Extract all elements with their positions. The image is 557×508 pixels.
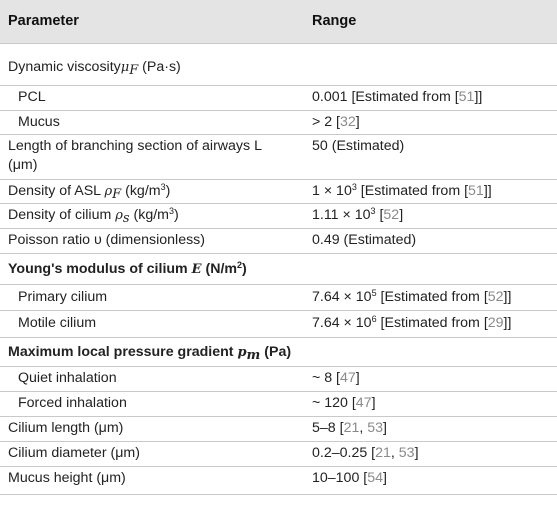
param-cell: Mucus height (μm)	[8, 470, 126, 486]
range-cell	[312, 469, 387, 488]
symbol: ρ	[115, 208, 123, 223]
header-range: Range	[312, 13, 357, 29]
range-text: ,	[390, 445, 399, 461]
range-cell	[312, 314, 511, 333]
range-text: 7.64 × 10	[312, 289, 372, 305]
reference-link[interactable]: 21	[343, 420, 360, 436]
param-text: Young's modulus of cilium	[8, 261, 192, 277]
row-rule	[0, 337, 557, 338]
param-text: )	[174, 207, 179, 223]
range-text: ]	[383, 420, 387, 436]
row-rule	[0, 203, 557, 204]
range-text: 0.001 [Estimated from [	[312, 89, 459, 105]
param-text: (Pa)	[260, 344, 292, 360]
row-rule	[0, 366, 557, 367]
range-text: 1 × 10	[312, 183, 352, 199]
superscript: 3	[160, 182, 166, 192]
param-text: Dynamic viscosity	[8, 59, 121, 75]
param-text: Density of cilium	[8, 207, 116, 223]
row-rule	[0, 466, 557, 467]
superscript: 3	[370, 206, 376, 216]
param-cell: Poisson ratio υ (dimensionless)	[8, 232, 206, 248]
param-cell: Motile cilium	[18, 315, 97, 331]
row-rule	[0, 310, 557, 311]
range-text: ]]	[503, 315, 512, 331]
range-text: ]	[383, 470, 387, 486]
param-text: (kg/m	[129, 207, 169, 223]
subscript: s	[122, 211, 130, 226]
param-cell: Mucus	[18, 114, 60, 130]
symbol: ρ	[104, 184, 113, 199]
row-rule	[0, 85, 557, 86]
range-cell: 50 (Estimated)	[312, 138, 405, 154]
param-cell	[8, 182, 278, 201]
range-cell	[312, 369, 360, 388]
reference-link[interactable]: 47	[355, 395, 372, 411]
superscript: 6	[371, 314, 377, 324]
range-text: 1.11 × 10	[312, 207, 371, 223]
range-text: 5–8 [	[312, 420, 344, 436]
param-text: Density of ASL	[8, 183, 105, 199]
reference-link[interactable]: 51	[468, 183, 484, 199]
reference-link[interactable]: 51	[458, 89, 475, 105]
range-text: ,	[359, 420, 368, 436]
range-text: [	[375, 207, 384, 223]
range-cell	[312, 206, 403, 225]
row-rule	[0, 441, 557, 442]
reference-link[interactable]: 21	[375, 445, 391, 461]
param-text: )	[165, 183, 171, 199]
range-text: ~ 120 [	[312, 395, 356, 411]
row-rule	[0, 494, 557, 495]
param-cell	[8, 58, 278, 77]
symbol: E	[191, 262, 202, 277]
subscript: F	[112, 187, 122, 202]
param-cell: Length of branching section of airways L (μm)	[8, 138, 262, 173]
range-text: [Estimated from [	[356, 183, 469, 199]
range-text: 10–100 [	[312, 470, 368, 486]
subscript: m	[246, 348, 261, 363]
row-rule	[0, 134, 557, 135]
param-cell: Cilium diameter (μm)	[8, 445, 140, 461]
param-text: (kg/m	[121, 183, 161, 199]
range-cell	[312, 394, 376, 413]
subscript: F	[129, 63, 139, 78]
param-cell	[8, 343, 528, 362]
row-rule	[0, 179, 557, 180]
reference-link[interactable]: 52	[383, 207, 400, 223]
param-text: )	[242, 261, 247, 277]
param-cell: Forced inhalation	[18, 395, 127, 411]
param-cell: Primary cilium	[18, 289, 108, 305]
param-cell: Cilium length (μm)	[8, 420, 124, 436]
reference-link[interactable]: 54	[367, 470, 384, 486]
superscript: 2	[237, 260, 243, 270]
reference-link[interactable]: 32	[340, 114, 356, 130]
range-text: ]	[399, 207, 404, 223]
range-text: ]	[371, 395, 376, 411]
range-cell	[312, 113, 360, 132]
range-text: ]	[414, 445, 419, 461]
range-text: ]	[355, 114, 360, 130]
reference-link[interactable]: 29	[487, 315, 504, 331]
row-rule	[0, 110, 557, 111]
range-text: > 2 [	[312, 114, 341, 130]
range-text: ]]	[483, 183, 492, 199]
range-text: ~ 8 [	[312, 370, 341, 386]
row-rule	[0, 253, 557, 254]
row-rule	[0, 284, 557, 285]
row-rule	[0, 391, 557, 392]
param-cell: PCL	[18, 89, 46, 105]
symbol: p	[237, 345, 247, 360]
param-text: (N/m	[201, 261, 237, 277]
superscript: 5	[371, 288, 377, 298]
range-cell	[312, 288, 511, 307]
range-text: 7.64 × 10	[312, 315, 372, 331]
row-rule	[0, 228, 557, 229]
range-cell	[312, 88, 482, 107]
reference-link[interactable]: 53	[398, 445, 415, 461]
superscript: 3	[168, 206, 174, 216]
range-cell: 0.49 (Estimated)	[312, 232, 417, 248]
range-text: [Estimated from [	[376, 315, 488, 331]
table-header	[0, 0, 557, 43]
range-text: ]	[355, 370, 360, 386]
param-text: (Pa·s)	[138, 59, 181, 75]
row-rule	[0, 416, 557, 417]
range-text: ]]	[474, 89, 483, 105]
symbol: μ	[120, 60, 130, 75]
reference-link[interactable]: 53	[367, 420, 384, 436]
header-parameter: Parameter	[8, 13, 79, 29]
range-text: 0.2–0.25 [	[312, 445, 376, 461]
param-cell	[8, 206, 278, 225]
range-cell	[312, 444, 419, 463]
range-text: [Estimated from [	[376, 289, 488, 305]
header-rule	[0, 43, 557, 44]
range-cell	[312, 182, 492, 201]
range-cell	[312, 419, 387, 438]
param-cell: Quiet inhalation	[18, 370, 117, 386]
reference-link[interactable]: 47	[340, 370, 356, 386]
range-text: ]]	[503, 289, 512, 305]
param-cell	[8, 260, 528, 279]
superscript: 3	[351, 182, 357, 192]
reference-link[interactable]: 52	[487, 289, 504, 305]
param-text: Maximum local pressure gradient	[8, 344, 238, 360]
